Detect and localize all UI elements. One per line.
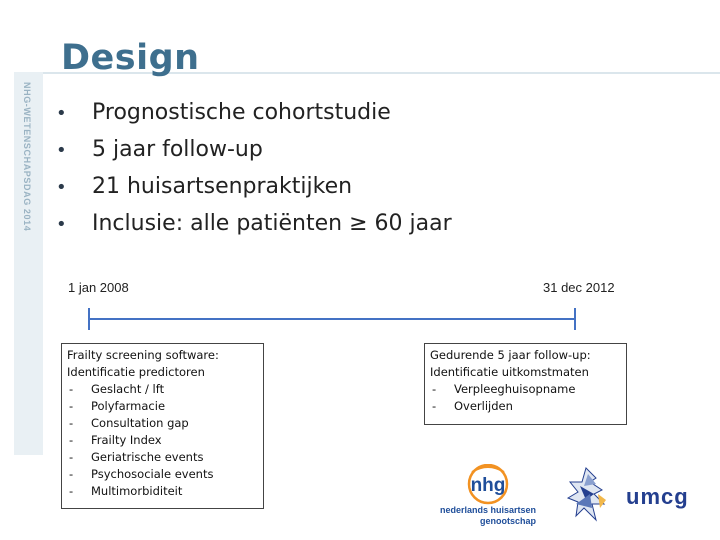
- bullet-text: Inclusie: alle patiënten ≥ 60 jaar: [92, 211, 452, 236]
- list-item: [67, 432, 258, 449]
- list-dash: -: [432, 382, 437, 396]
- nhg-logo-mark: nhg: [470, 475, 506, 496]
- list-dash: -: [69, 433, 74, 447]
- list-item: [67, 415, 258, 432]
- list-item-text: Overlijden: [454, 399, 513, 413]
- outcomes-box: [424, 343, 627, 425]
- bullet-text: Prognostische cohortstudie: [92, 100, 391, 125]
- umcg-emblem: [568, 468, 606, 520]
- list-item: [67, 398, 258, 415]
- sidebar-vertical-label: [17, 80, 39, 240]
- umcg-logo: [560, 462, 710, 528]
- outcome-list: [430, 381, 621, 415]
- bullet-dot: •: [56, 103, 67, 124]
- nhg-logo-line2: genootschap: [479, 516, 537, 526]
- outcomes-box-heading: Gedurende 5 jaar follow-up:: [430, 348, 591, 362]
- list-item: [67, 466, 258, 483]
- list-item-text: Polyfarmacie: [91, 399, 166, 413]
- list-item: [67, 449, 258, 466]
- bullet-list: [52, 94, 452, 242]
- list-item: [430, 398, 621, 415]
- list-item-text: Verpleeghuisopname: [454, 382, 576, 396]
- predictors-box-subheading: Identificatie predictoren: [67, 365, 205, 379]
- nhg-logo: [432, 464, 544, 528]
- timeline-end-label: 31 dec 2012: [543, 280, 615, 295]
- list-dash: -: [69, 450, 74, 464]
- bullet-dot: •: [56, 214, 67, 235]
- bullet-text: 5 jaar follow-up: [92, 137, 263, 162]
- list-dash: -: [69, 399, 74, 413]
- list-item-text: Consultation gap: [91, 416, 189, 430]
- umcg-logo-text: umcg: [626, 484, 689, 509]
- outcomes-box-subheading: Identificatie uitkomstmaten: [430, 365, 589, 379]
- predictors-box: [61, 343, 264, 509]
- nhg-logo-line1: nederlands huisartsen: [439, 505, 537, 515]
- bullet-dot: •: [56, 177, 67, 198]
- sidebar-label-text: NHG-WETENSCHAPSDAG 2014: [22, 82, 32, 232]
- list-item-text: Frailty Index: [91, 433, 162, 447]
- list-item: [67, 381, 258, 398]
- list-item: [67, 483, 258, 500]
- list-dash: -: [432, 399, 437, 413]
- bullet-item: [52, 94, 452, 131]
- list-item: [430, 381, 621, 398]
- timeline-start-label: 1 jan 2008: [68, 280, 129, 295]
- bullet-item: [52, 131, 452, 168]
- list-dash: -: [69, 484, 74, 498]
- timeline-bar: [86, 306, 580, 336]
- list-dash: -: [69, 467, 74, 481]
- predictors-box-heading: Frailty screening software:: [67, 348, 219, 362]
- bullet-text: 21 huisartsenpraktijken: [92, 174, 353, 199]
- list-item-text: Psychosociale events: [91, 467, 214, 481]
- list-item-text: Geriatrische events: [91, 450, 204, 464]
- list-item-text: Geslacht / lft: [91, 382, 165, 396]
- bullet-item: [52, 205, 452, 242]
- bullet-item: [52, 168, 452, 205]
- bullet-dot: •: [56, 140, 67, 161]
- list-dash: -: [69, 416, 74, 430]
- slide-title: Design: [61, 38, 200, 78]
- list-dash: -: [69, 382, 74, 396]
- predictor-list: [67, 381, 258, 500]
- list-item-text: Multimorbiditeit: [91, 484, 183, 498]
